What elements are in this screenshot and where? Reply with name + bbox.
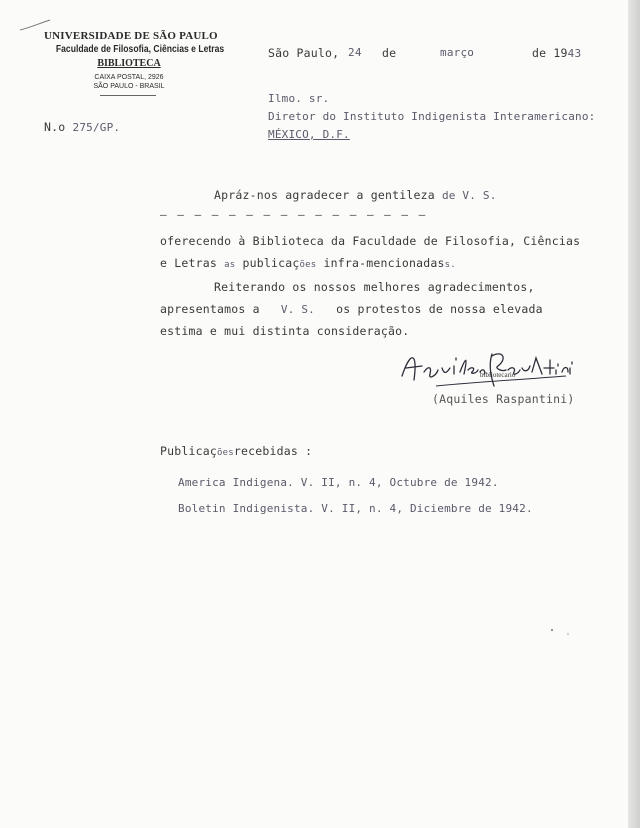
date-city: São Paulo, [268, 46, 340, 60]
publications-heading [160, 444, 312, 458]
body-line-4: Reiterando os nossos melhores agradecimentos, [214, 280, 535, 294]
body-line-3c: publicaç [242, 256, 300, 270]
publication-item: America Indigena. V. II, n. 4, Octubre de 1942. [178, 476, 499, 489]
date-year-written: 43 [567, 47, 582, 60]
addressee-title: Diretor do Instituto Indigenista Interamericano: [268, 110, 596, 123]
body-dash-fill: – – – – – – – – – – – – – – – – [160, 208, 428, 221]
body-line-3 [160, 256, 456, 270]
body-line-6: estima e mui distinta consideração. [160, 324, 410, 338]
body-line-5 [160, 302, 543, 316]
body-line-3b: as [224, 260, 236, 270]
publication-item: Boletin Indigenista. V. II, n. 4, Diciembre de 1942. [178, 502, 533, 515]
signature-role: bibliotecario [480, 371, 516, 379]
addressee-place: MÉXICO, D.F. [268, 128, 350, 141]
page-edge-shadow [628, 0, 640, 828]
reference-value: 275/GP. [72, 121, 121, 134]
body-line-5c: os protestos de nossa elevada [336, 302, 543, 316]
addressee-salutation: Ilmo. sr. [268, 92, 330, 105]
body-line-3f: s. [444, 260, 456, 270]
letterhead-postal-box: CAIXA POSTAL, 2926 [94, 74, 164, 81]
letterhead-rule [100, 95, 156, 96]
signature-name: (Aquiles Raspantini) [432, 392, 575, 406]
date-day: 24 [348, 46, 362, 59]
date-year-printed: 19 [553, 46, 568, 60]
letterhead-university: UNIVERSIDADE DE SÃO PAULO [44, 30, 218, 42]
letterhead-library: BIBLIOTECA [97, 58, 161, 69]
body-line-5a: apresentamos a [160, 302, 260, 316]
body-line-5b: V. S. [280, 303, 315, 316]
date-de-2: de [532, 46, 547, 60]
body-line-1 [214, 188, 497, 202]
publications-heading-a: Publicaç [160, 444, 217, 458]
date-year [532, 46, 581, 60]
letterhead-faculty: Faculdade de Filosofia, Ciências e Letras [55, 44, 225, 55]
reference-prefix: N.o [44, 120, 66, 134]
body-line-3d: ões [299, 260, 317, 270]
body-line-3a: e Letras [160, 256, 217, 270]
body-line-1-text: Apráz-nos agradecer a gentileza [214, 188, 435, 202]
date-month: março [440, 46, 475, 59]
paper-speck [548, 624, 578, 638]
body-line-3e: infra-mencionadas [323, 256, 445, 270]
date-de-1: de [382, 46, 397, 60]
body-line-2: oferecendo à Biblioteca da Faculdade de Filosofia, Ciências [160, 234, 581, 248]
handwritten-signature [396, 346, 586, 390]
letterhead-city: SÃO PAULO - BRASIL [93, 83, 165, 90]
publications-heading-b: ões [217, 448, 234, 458]
reference-number [44, 120, 120, 134]
body-line-1-fill: de V. S. [441, 189, 497, 202]
publications-heading-c: recebidas : [233, 444, 313, 458]
